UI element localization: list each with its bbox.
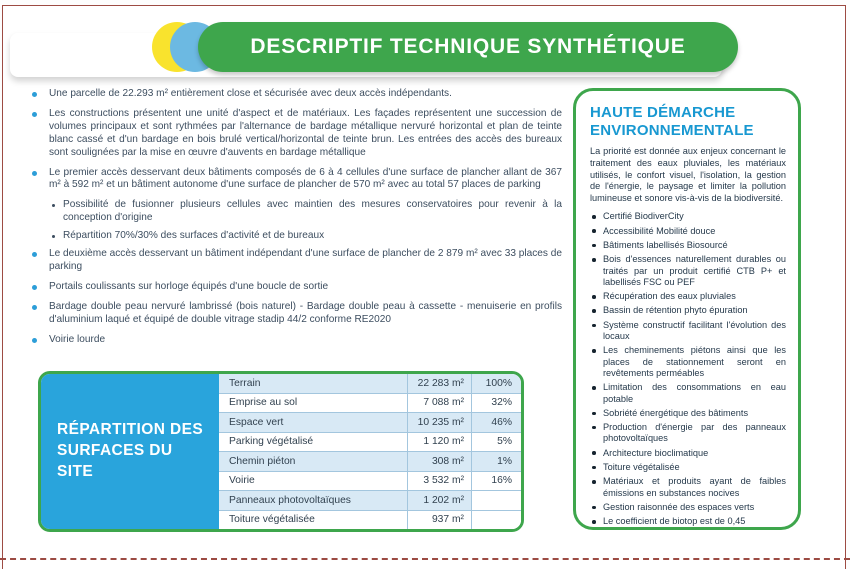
list-item-text: Bois d'essences naturellement durables ou traités par un produit certifié CTB P+ et labellisés FSC ou PEF bbox=[603, 254, 786, 287]
table-cell-label: Panneaux photovoltaïques bbox=[229, 494, 351, 506]
bullet-icon bbox=[592, 466, 596, 470]
table-cell-label: Parking végétalisé bbox=[229, 436, 314, 448]
environment-bullet-list bbox=[590, 211, 786, 527]
table-cell-area: 22 283 m² bbox=[407, 374, 471, 393]
bullet-icon bbox=[592, 244, 596, 248]
list-item-text: Certifié BiodiverCity bbox=[603, 211, 684, 222]
list-item bbox=[590, 291, 786, 302]
list-item bbox=[30, 334, 562, 347]
table-cell-percent: 32% bbox=[471, 394, 521, 413]
bullet-icon bbox=[592, 229, 596, 233]
table-row bbox=[219, 432, 521, 452]
bullet-icon bbox=[32, 252, 37, 257]
surface-table-rows bbox=[219, 374, 521, 529]
list-item bbox=[590, 422, 786, 445]
list-item-text: Le deuxième accès desservant un bâtiment indépendant d'une surface de plancher de 2 879 m² avec 33 places de parking bbox=[49, 248, 562, 272]
list-item bbox=[30, 281, 562, 294]
table-cell-area: 10 235 m² bbox=[407, 413, 471, 432]
table-cell-area: 7 088 m² bbox=[407, 394, 471, 413]
list-item bbox=[30, 108, 562, 160]
list-item bbox=[50, 199, 562, 225]
table-cell-label: Chemin piéton bbox=[229, 455, 296, 467]
table-cell-area: 1 120 m² bbox=[407, 433, 471, 452]
table-cell-percent: 100% bbox=[471, 374, 521, 393]
list-item bbox=[590, 476, 786, 499]
bullet-icon bbox=[592, 258, 596, 262]
table-cell-percent bbox=[471, 491, 521, 510]
description-list bbox=[30, 88, 562, 354]
table-cell-percent: 46% bbox=[471, 413, 521, 432]
bullet-icon bbox=[592, 324, 596, 328]
list-item bbox=[590, 382, 786, 405]
bullet-icon bbox=[32, 285, 37, 290]
list-item bbox=[590, 462, 786, 473]
list-item bbox=[590, 240, 786, 251]
table-cell-label: Voirie bbox=[229, 475, 255, 487]
environment-panel bbox=[573, 88, 801, 530]
list-item bbox=[590, 211, 786, 222]
surface-table-title: RÉPARTITION DES SURFACES DU SITE bbox=[57, 421, 204, 480]
list-item-text: Matériaux et produits ayant de faibles émissions en substances nocives bbox=[603, 476, 786, 498]
table-cell-percent: 1% bbox=[471, 452, 521, 471]
table-cell-percent: 5% bbox=[471, 433, 521, 452]
table-row bbox=[219, 471, 521, 491]
surface-table-title-panel bbox=[41, 374, 219, 529]
page-title: DESCRIPTIF TECHNIQUE SYNTHÉTIQUE bbox=[250, 35, 686, 58]
list-item-text: Bassin de rétention phyto épuration bbox=[603, 305, 748, 316]
list-item-text: Voirie lourde bbox=[49, 333, 106, 345]
bullet-icon bbox=[32, 338, 37, 343]
list-item bbox=[30, 301, 562, 327]
list-item-text: Répartition 70%/30% des surfaces d'activité et de bureaux bbox=[63, 230, 325, 242]
table-row bbox=[219, 412, 521, 432]
list-item-text: Les cheminements piétons ainsi que les places de stationnement seront en revêtements perméables bbox=[603, 345, 786, 378]
bullet-icon bbox=[52, 204, 55, 207]
cut-dashed-line bbox=[0, 558, 850, 560]
list-item-text: Architecture bioclimatique bbox=[603, 447, 709, 458]
table-cell-label: Emprise au sol bbox=[229, 397, 298, 409]
bullet-icon bbox=[592, 480, 596, 484]
list-item bbox=[50, 230, 562, 243]
title-pill bbox=[198, 22, 738, 72]
list-item-text: Bâtiments labellisés Biosourcé bbox=[603, 239, 728, 250]
list-item-text: Limitation des consommations en eau potable bbox=[603, 382, 786, 404]
list-item-text: Portails coulissants sur horloge équipés d'une boucle de sortie bbox=[49, 280, 329, 292]
list-item bbox=[590, 502, 786, 513]
bullet-icon bbox=[32, 112, 37, 117]
table-row bbox=[219, 393, 521, 413]
bullet-icon bbox=[52, 235, 55, 238]
bullet-icon bbox=[592, 386, 596, 390]
bullet-icon bbox=[32, 305, 37, 310]
list-item bbox=[590, 254, 786, 288]
list-item-text: Bardage double peau nervuré lambrissé (bois naturel) - Bardage double peau à cassette - menuiserie en profils d'aluminium laqué et équipé de double vitrage stadip 44/2 conforme RE2020 bbox=[49, 300, 562, 325]
environment-panel-intro: La priorité est donnée aux enjeux concernant le traitement des eaux pluviales, les matériaux utilisés, le confort visuel, l'isolation, la gestion de l'énergie, le paysage et limiter la pollution lumineuse et sonore vis-à-vis de la biodiversité. bbox=[590, 146, 786, 203]
table-cell-percent bbox=[471, 511, 521, 530]
bullet-icon bbox=[592, 426, 596, 430]
list-item-text: Gestion raisonnée des espaces verts bbox=[603, 501, 755, 512]
list-item bbox=[30, 248, 562, 274]
table-cell-label: Espace vert bbox=[229, 416, 284, 428]
table-row bbox=[219, 451, 521, 471]
table-row bbox=[219, 490, 521, 510]
list-item bbox=[30, 88, 562, 101]
surface-table bbox=[38, 371, 524, 532]
list-item bbox=[590, 305, 786, 316]
environment-panel-title: HAUTE DÉMARCHE ENVIRONNEMENTALE bbox=[590, 104, 754, 139]
bullet-icon bbox=[32, 92, 37, 97]
list-item bbox=[590, 320, 786, 343]
list-item bbox=[30, 167, 562, 193]
list-item-text: Possibilité de fusionner plusieurs cellules avec maintien des mesures conservatoires pour revenir à la conception d'origine bbox=[63, 199, 562, 224]
list-item-text: Une parcelle de 22.293 m² entièrement close et sécurisée avec deux accès indépendants. bbox=[49, 88, 452, 99]
table-cell-percent: 16% bbox=[471, 472, 521, 491]
bullet-icon bbox=[32, 171, 37, 176]
list-item bbox=[590, 408, 786, 419]
table-cell-label: Toiture végétalisée bbox=[229, 514, 315, 526]
bullet-icon bbox=[592, 295, 596, 299]
bullet-icon bbox=[592, 215, 596, 219]
list-item bbox=[590, 226, 786, 237]
list-item-text: Système constructif facilitant l'évolution des locaux bbox=[603, 319, 786, 342]
bullet-icon bbox=[592, 309, 596, 313]
table-cell-area: 1 202 m² bbox=[407, 491, 471, 510]
bullet-icon bbox=[592, 349, 596, 353]
table-row bbox=[219, 510, 521, 530]
list-item-text: Sobriété énergétique des bâtiments bbox=[603, 407, 749, 418]
table-cell-label: Terrain bbox=[229, 377, 261, 389]
bullet-icon bbox=[592, 412, 596, 416]
table-cell-area: 937 m² bbox=[407, 511, 471, 530]
bullet-icon bbox=[592, 506, 596, 510]
table-row bbox=[219, 374, 521, 393]
table-cell-area: 3 532 m² bbox=[407, 472, 471, 491]
list-item-text: Le coefficient de biotop est de 0,45 bbox=[603, 516, 746, 527]
list-item bbox=[590, 516, 786, 527]
bullet-icon bbox=[592, 451, 596, 455]
list-item-text: Les constructions présentent une unité d'aspect et de matériaux. Les façades représentent une succession de volumes principaux et sont rythmées par l'alternance de bardage métallique nervuré horizontal et plan de teinte blanc cassé et d'un bardage en bois brulé vertical/horizontal de teinte brun. Les entrées des accès des bureaux sont soulignées par la mise en œuvre d'auvents en bardage métallique bbox=[49, 107, 562, 158]
list-item-text: Toiture végétalisée bbox=[603, 461, 680, 472]
list-item bbox=[590, 345, 786, 379]
list-item-text: Récupération des eaux pluviales bbox=[603, 291, 736, 302]
table-cell-area: 308 m² bbox=[407, 452, 471, 471]
list-item-text: Accessibilité Mobilité douce bbox=[603, 225, 716, 236]
list-item bbox=[590, 448, 786, 459]
bullet-icon bbox=[592, 520, 596, 524]
list-item-text: Production d'énergie par des panneaux photovoltaïques bbox=[603, 422, 786, 444]
list-item-text: Le premier accès desservant deux bâtiments composés de 6 à 4 cellules d'une surface de plancher allant de 367 m² à 592 m² et un bâtiment autonome d'une surface de plancher de 570 m² avec au total 57 places de parking bbox=[49, 166, 562, 191]
